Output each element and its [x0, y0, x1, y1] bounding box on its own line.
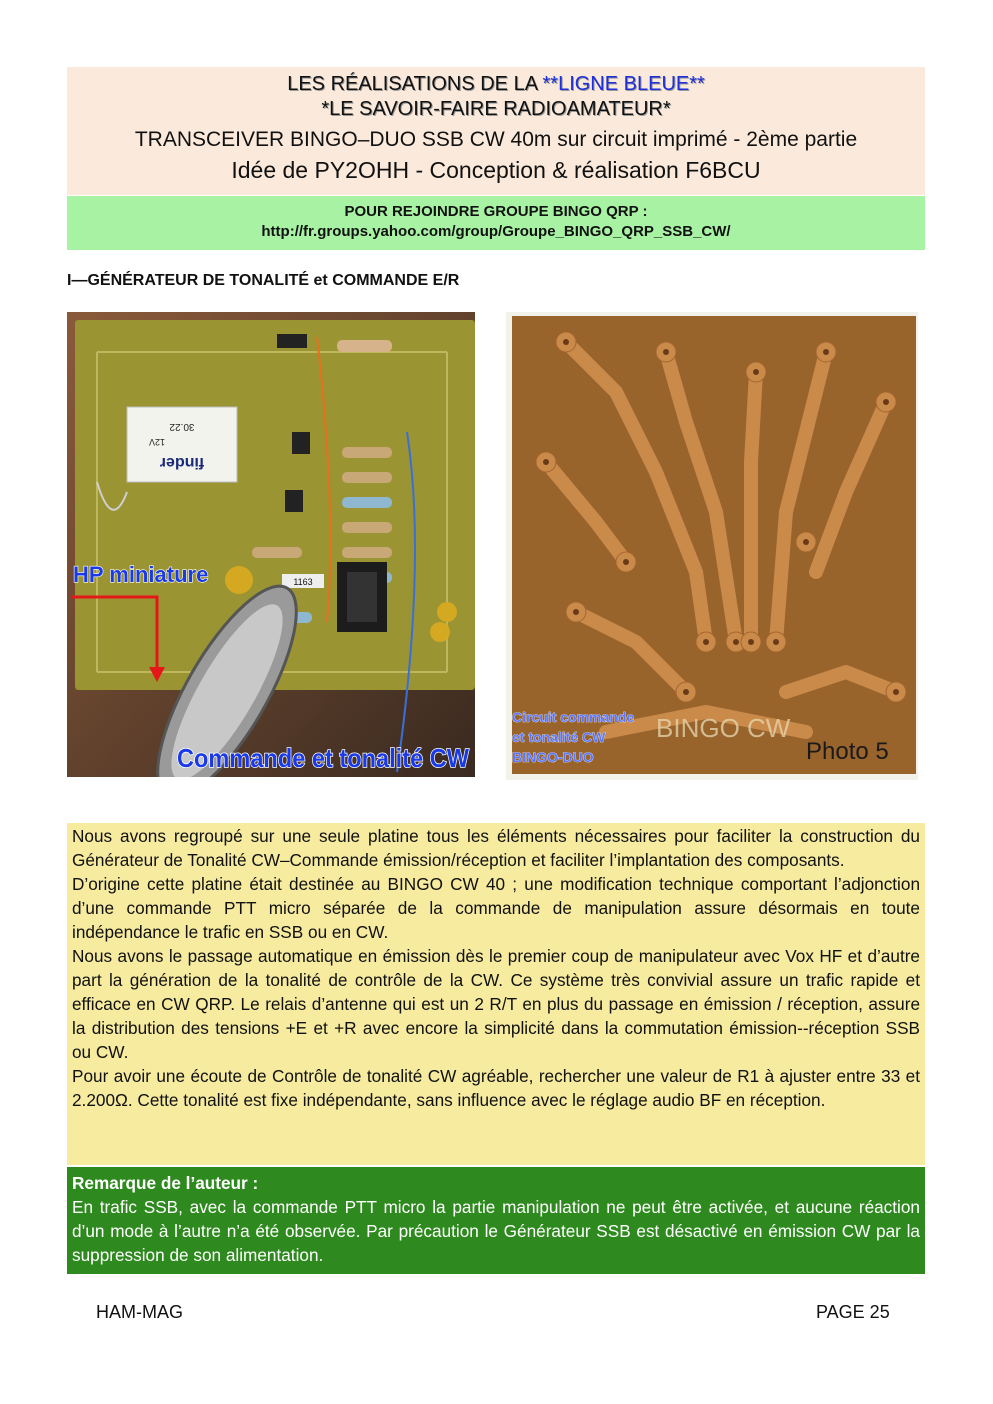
body-paragraph: Nous avons regroupé sur une seule platine tous les éléments nécessaires pour faciliter la construction du Générateur de Tonalité CW–Commande émission/réception et faciliter l’implantation des composants. — [72, 826, 920, 870]
relay-voltage: 12V — [148, 437, 166, 447]
footer-page-number: PAGE 25 — [816, 1302, 890, 1322]
pcb-caption-line1: Circuit commande — [512, 709, 635, 725]
ic-socket — [337, 562, 387, 632]
article-credits: Idée de PY2OHH - Conception & réalisation F6BCU — [231, 157, 761, 183]
section-title: I—GÉNÉRATEUR DE TONALITÉ et COMMANDE E/R — [67, 272, 460, 289]
article-body — [67, 823, 925, 1165]
series-title-prefix: LES RÉALISATIONS DE LA — [287, 73, 543, 95]
join-group-banner — [67, 196, 925, 250]
body-paragraph: Pour avoir une écoute de Contrôle de tonalité CW agréable, rechercher une valeur de R1 à ajuster entre 33 et 2.200Ω. Cette tonalité est fixe indépendante, sans influence avec le réglage audio BF en réception. — [72, 1066, 920, 1110]
join-group-label: POUR REJOINDRE GROUPE BINGO QRP : — [344, 203, 648, 220]
etched-board-text: BINGO CW — [656, 713, 791, 743]
author-remark-title: Remarque de l’auteur : — [72, 1173, 259, 1193]
chip-label: 1163 — [293, 577, 313, 587]
body-paragraph: Nous avons le passage automatique en émission dès le premier coup de manipulateur avec Vox HF et d’autre part la génération de la tonalité de contrôle de la CW. Ce système très convivial assure un trafic rapide et efficace en CW QRP. Le relais d’antenne qui est un 2 R/T en plus du passage en émission / réception, assure la distribution des tensions +E et +R avec encore la simplicité dans la commutation émission--réception SSB ou CW. — [72, 946, 920, 1062]
photo-pcb-layout — [506, 312, 918, 780]
pcb-caption-line3: BINGO-DUO — [512, 749, 594, 765]
photo-caption: Commande et tonalité CW — [177, 743, 470, 773]
body-paragraph: D’origine cette platine était destinée au BINGO CW 40 ; une modification technique comportant l’adjonction d’une commande PTT micro séparée de la commande de manipulation assure désormais en toute indépendance le trafic en SSB ou en CW. — [72, 874, 920, 942]
article-title: TRANSCEIVER BINGO–DUO SSB CW 40m sur circuit imprimé - 2ème partie — [134, 128, 858, 151]
article-header — [67, 67, 925, 195]
relay-brand: finder — [159, 454, 205, 471]
series-title-highlight: **LIGNE BLEUE** — [542, 73, 705, 95]
author-remark — [67, 1167, 925, 1274]
author-remark-text: En trafic SSB, avec la commande PTT micro la partie manipulation ne peut être activée, et aucune réaction d’un mode à l’autre n’a été observée. Par précaution le Générateur SSB est désactivé en émission CW par la suppression de son alimentation. — [72, 1197, 920, 1265]
photo-number: Photo 5 — [806, 738, 889, 765]
footer-magazine: HAM-MAG — [96, 1302, 183, 1322]
join-group-url[interactable]: http://fr.groups.yahoo.com/group/Groupe_BINGO_QRP_SSB_CW/ — [261, 223, 731, 240]
relay-code: 30.22 — [169, 421, 195, 432]
callout-label: HP miniature — [73, 562, 209, 587]
relay — [127, 407, 237, 482]
series-title — [67, 67, 925, 97]
photo-assembled-board — [67, 312, 475, 777]
series-subtitle: *LE SAVOIR-FAIRE RADIOAMATEUR* — [321, 98, 671, 120]
pcb-caption-line2: et tonalité CW — [512, 729, 606, 745]
